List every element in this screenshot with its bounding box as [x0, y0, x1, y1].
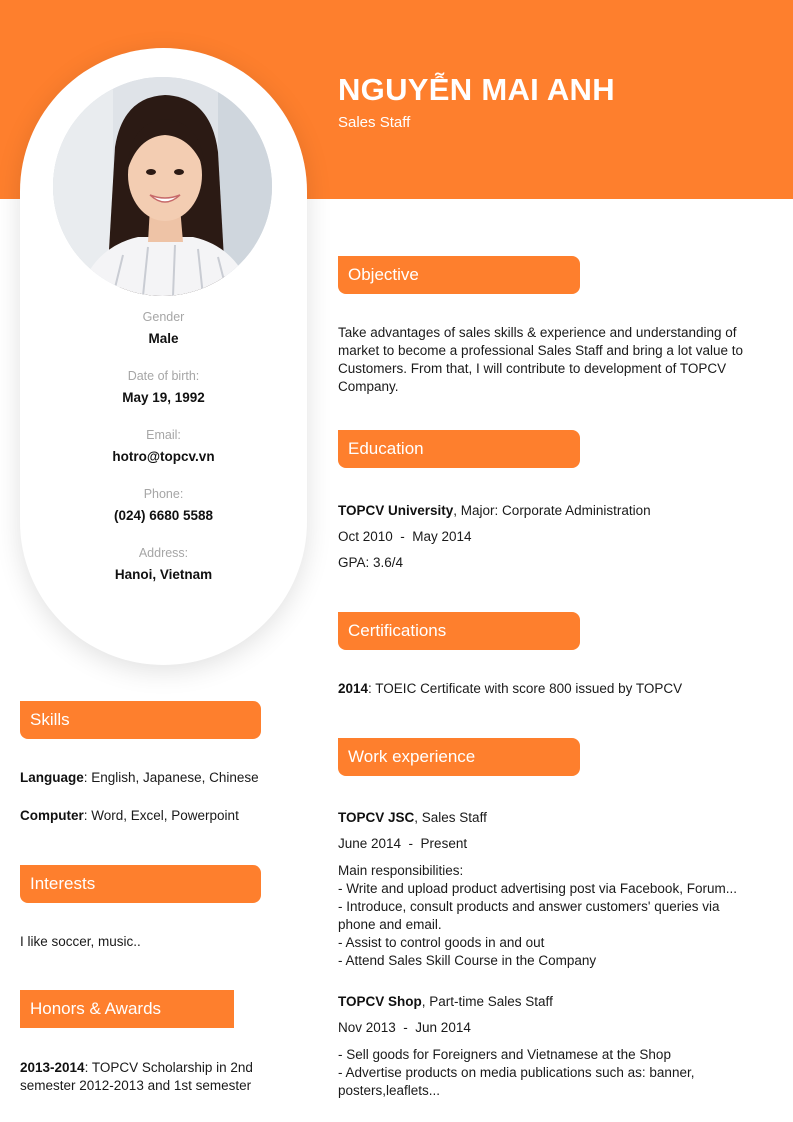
skill-language-label: Language: [20, 770, 84, 785]
job-2-role: , Part-time Sales Staff: [421, 994, 553, 1009]
job-1-company: TOPCV JSC: [338, 810, 415, 825]
list-item: - Introduce, consult products and answer customers' queries via phone and email.: [338, 899, 720, 932]
skill-computer-label: Computer: [20, 808, 84, 823]
education-gpa: GPA: 3.6/4: [338, 555, 404, 570]
address-label: Address:: [138, 546, 189, 560]
job-1-title: [338, 810, 487, 825]
work-heading: Work experience: [338, 738, 580, 776]
candidate-name: NGUYỄN MAI ANH: [338, 72, 615, 107]
certification-year: 2014: [338, 681, 369, 696]
objective-heading: Objective: [338, 256, 580, 294]
job-2-title: [338, 994, 553, 1009]
education-major: , Major: Corporate Administration: [453, 503, 651, 518]
honors-description: : TOPCV Scholarship in 2nd semester 2012-2013 and 1st semester: [20, 1060, 253, 1093]
list-item: - Sell goods for Foreigners and Vietnamese at the Shop: [338, 1047, 671, 1062]
dob-value: May 19, 1992: [122, 390, 205, 405]
email-label: Email:: [146, 428, 181, 442]
dob-label: Date of birth:: [127, 369, 200, 383]
certifications-heading: Certifications: [338, 612, 580, 650]
job-1-role: , Sales Staff: [414, 810, 487, 825]
job-1-period: June 2014 - Present: [338, 836, 468, 851]
list-item: Main responsibilities:: [338, 863, 464, 878]
list-item: - Advertise products on media publications such as: banner, posters,leaflets...: [338, 1065, 695, 1098]
address-value: Hanoi, Vietnam: [114, 567, 213, 582]
certification-item: [338, 681, 682, 696]
list-item: - Assist to control goods in and out: [338, 935, 545, 950]
gender-value: Male: [148, 331, 179, 346]
education-school-name: TOPCV University: [338, 503, 454, 518]
interests-heading: Interests: [20, 865, 261, 903]
skill-language-value: : English, Japanese, Chinese: [83, 770, 259, 785]
phone-label: Phone:: [143, 487, 184, 501]
phone-value: (024) 6680 5588: [113, 508, 214, 523]
email-value: hotro@topcv.vn: [112, 449, 215, 464]
list-item: - Attend Sales Skill Course in the Company: [338, 953, 597, 968]
honors-text: [20, 1059, 278, 1095]
profile-photo-icon: [53, 77, 272, 296]
skills-heading: Skills: [20, 701, 261, 739]
job-2-period: Nov 2013 - Jun 2014: [338, 1020, 471, 1035]
skill-computer: [20, 808, 239, 823]
candidate-job-title: Sales Staff: [338, 114, 411, 131]
list-item: - Write and upload product advertising post via Facebook, Forum...: [338, 881, 737, 896]
interests-text: I like soccer, music..: [20, 934, 141, 949]
skill-language: [20, 770, 259, 785]
job-2-company: TOPCV Shop: [338, 994, 422, 1009]
education-heading: Education: [338, 430, 580, 468]
education-period: Oct 2010 - May 2014: [338, 529, 472, 544]
objective-text: Take advantages of sales skills & experience and understanding of market to become a professional Sales Staff and bring a lot value to Customers. From that, I will contribute to development of TOPCV Company.: [338, 325, 743, 394]
skill-computer-value: : Word, Excel, Powerpoint: [83, 808, 239, 823]
job-2-responsibilities: [338, 1046, 758, 1100]
education-school: [338, 503, 651, 518]
certification-description: : TOEIC Certificate with score 800 issued by TOPCV: [368, 681, 683, 696]
honors-heading: Honors & Awards: [20, 990, 234, 1028]
job-1-responsibilities: [338, 862, 758, 970]
honors-year: 2013-2014: [20, 1060, 85, 1075]
profile-photo: [53, 77, 272, 296]
gender-label: Gender: [142, 310, 185, 324]
